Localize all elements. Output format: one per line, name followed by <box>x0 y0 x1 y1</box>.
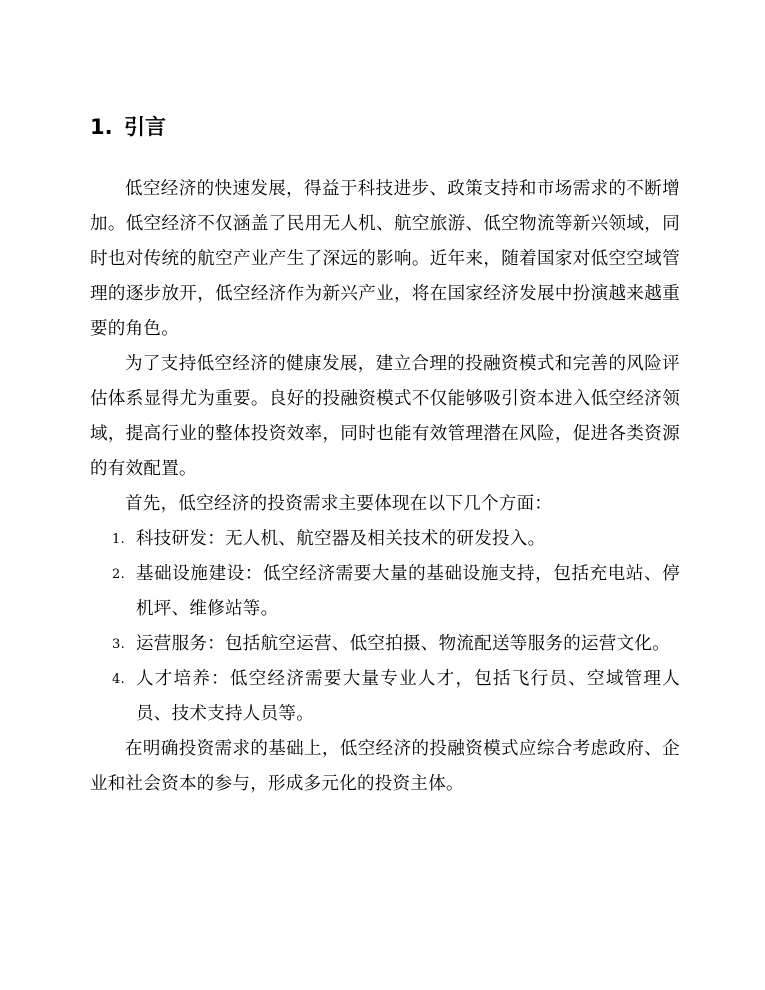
paragraph-investment-needs-lead: 首先，低空经济的投资需求主要体现在以下几个方面： <box>125 494 553 514</box>
list-marker: 1. <box>112 532 126 547</box>
list-item <box>90 557 680 627</box>
list-item-text: 基础设施建设：低空经济需要大量的基础设施支持，包括充电站、停机坪、维修站等。 <box>136 564 680 619</box>
list-marker: 3. <box>112 637 126 652</box>
section-title: 引言 <box>124 115 166 139</box>
list-item <box>90 522 680 557</box>
section-body <box>90 172 680 802</box>
list-item <box>90 627 680 662</box>
list-item-text: 运营服务：包括航空运营、低空拍摄、物流配送等服务的运营文化。 <box>136 634 670 654</box>
list-marker: 4. <box>112 672 126 687</box>
list-item-text: 人才培养：低空经济需要大量专业人才，包括飞行员、空域管理人员、技术支持人员等。 <box>136 669 680 724</box>
list-marker: 2. <box>112 567 126 582</box>
paragraph-investment-model: 在明确投资需求的基础上，低空经济的投融资模式应综合考虑政府、企业和社会资本的参与，形成多元化的投资主体。 <box>90 739 680 794</box>
investment-needs-list <box>90 522 680 732</box>
section-number: 1. <box>90 115 113 139</box>
list-item-text: 科技研发：无人机、航空器及相关技术的研发投入。 <box>136 529 546 549</box>
paragraph-investment-importance: 为了支持低空经济的健康发展，建立合理的投融资模式和完善的风险评估体系显得尤为重要。良好的投融资模式不仅能够吸引资本进入低空经济领域，提高行业的整体投资效率，同时也能有效管理潜在风险，促进各类资源的有效配置。 <box>90 354 680 479</box>
paragraph-intro-development: 低空经济的快速发展，得益于科技进步、政策支持和市场需求的不断增加。低空经济不仅涵盖了民用无人机、航空旅游、低空物流等新兴领域，同时也对传统的航空产业产生了深远的影响。近年来，随着国家对低空空域管理的逐步放开，低空经济作为新兴产业，将在国家经济发展中扮演越来越重要的角色。 <box>90 179 680 339</box>
list-item <box>90 662 680 732</box>
section-heading <box>90 112 166 142</box>
